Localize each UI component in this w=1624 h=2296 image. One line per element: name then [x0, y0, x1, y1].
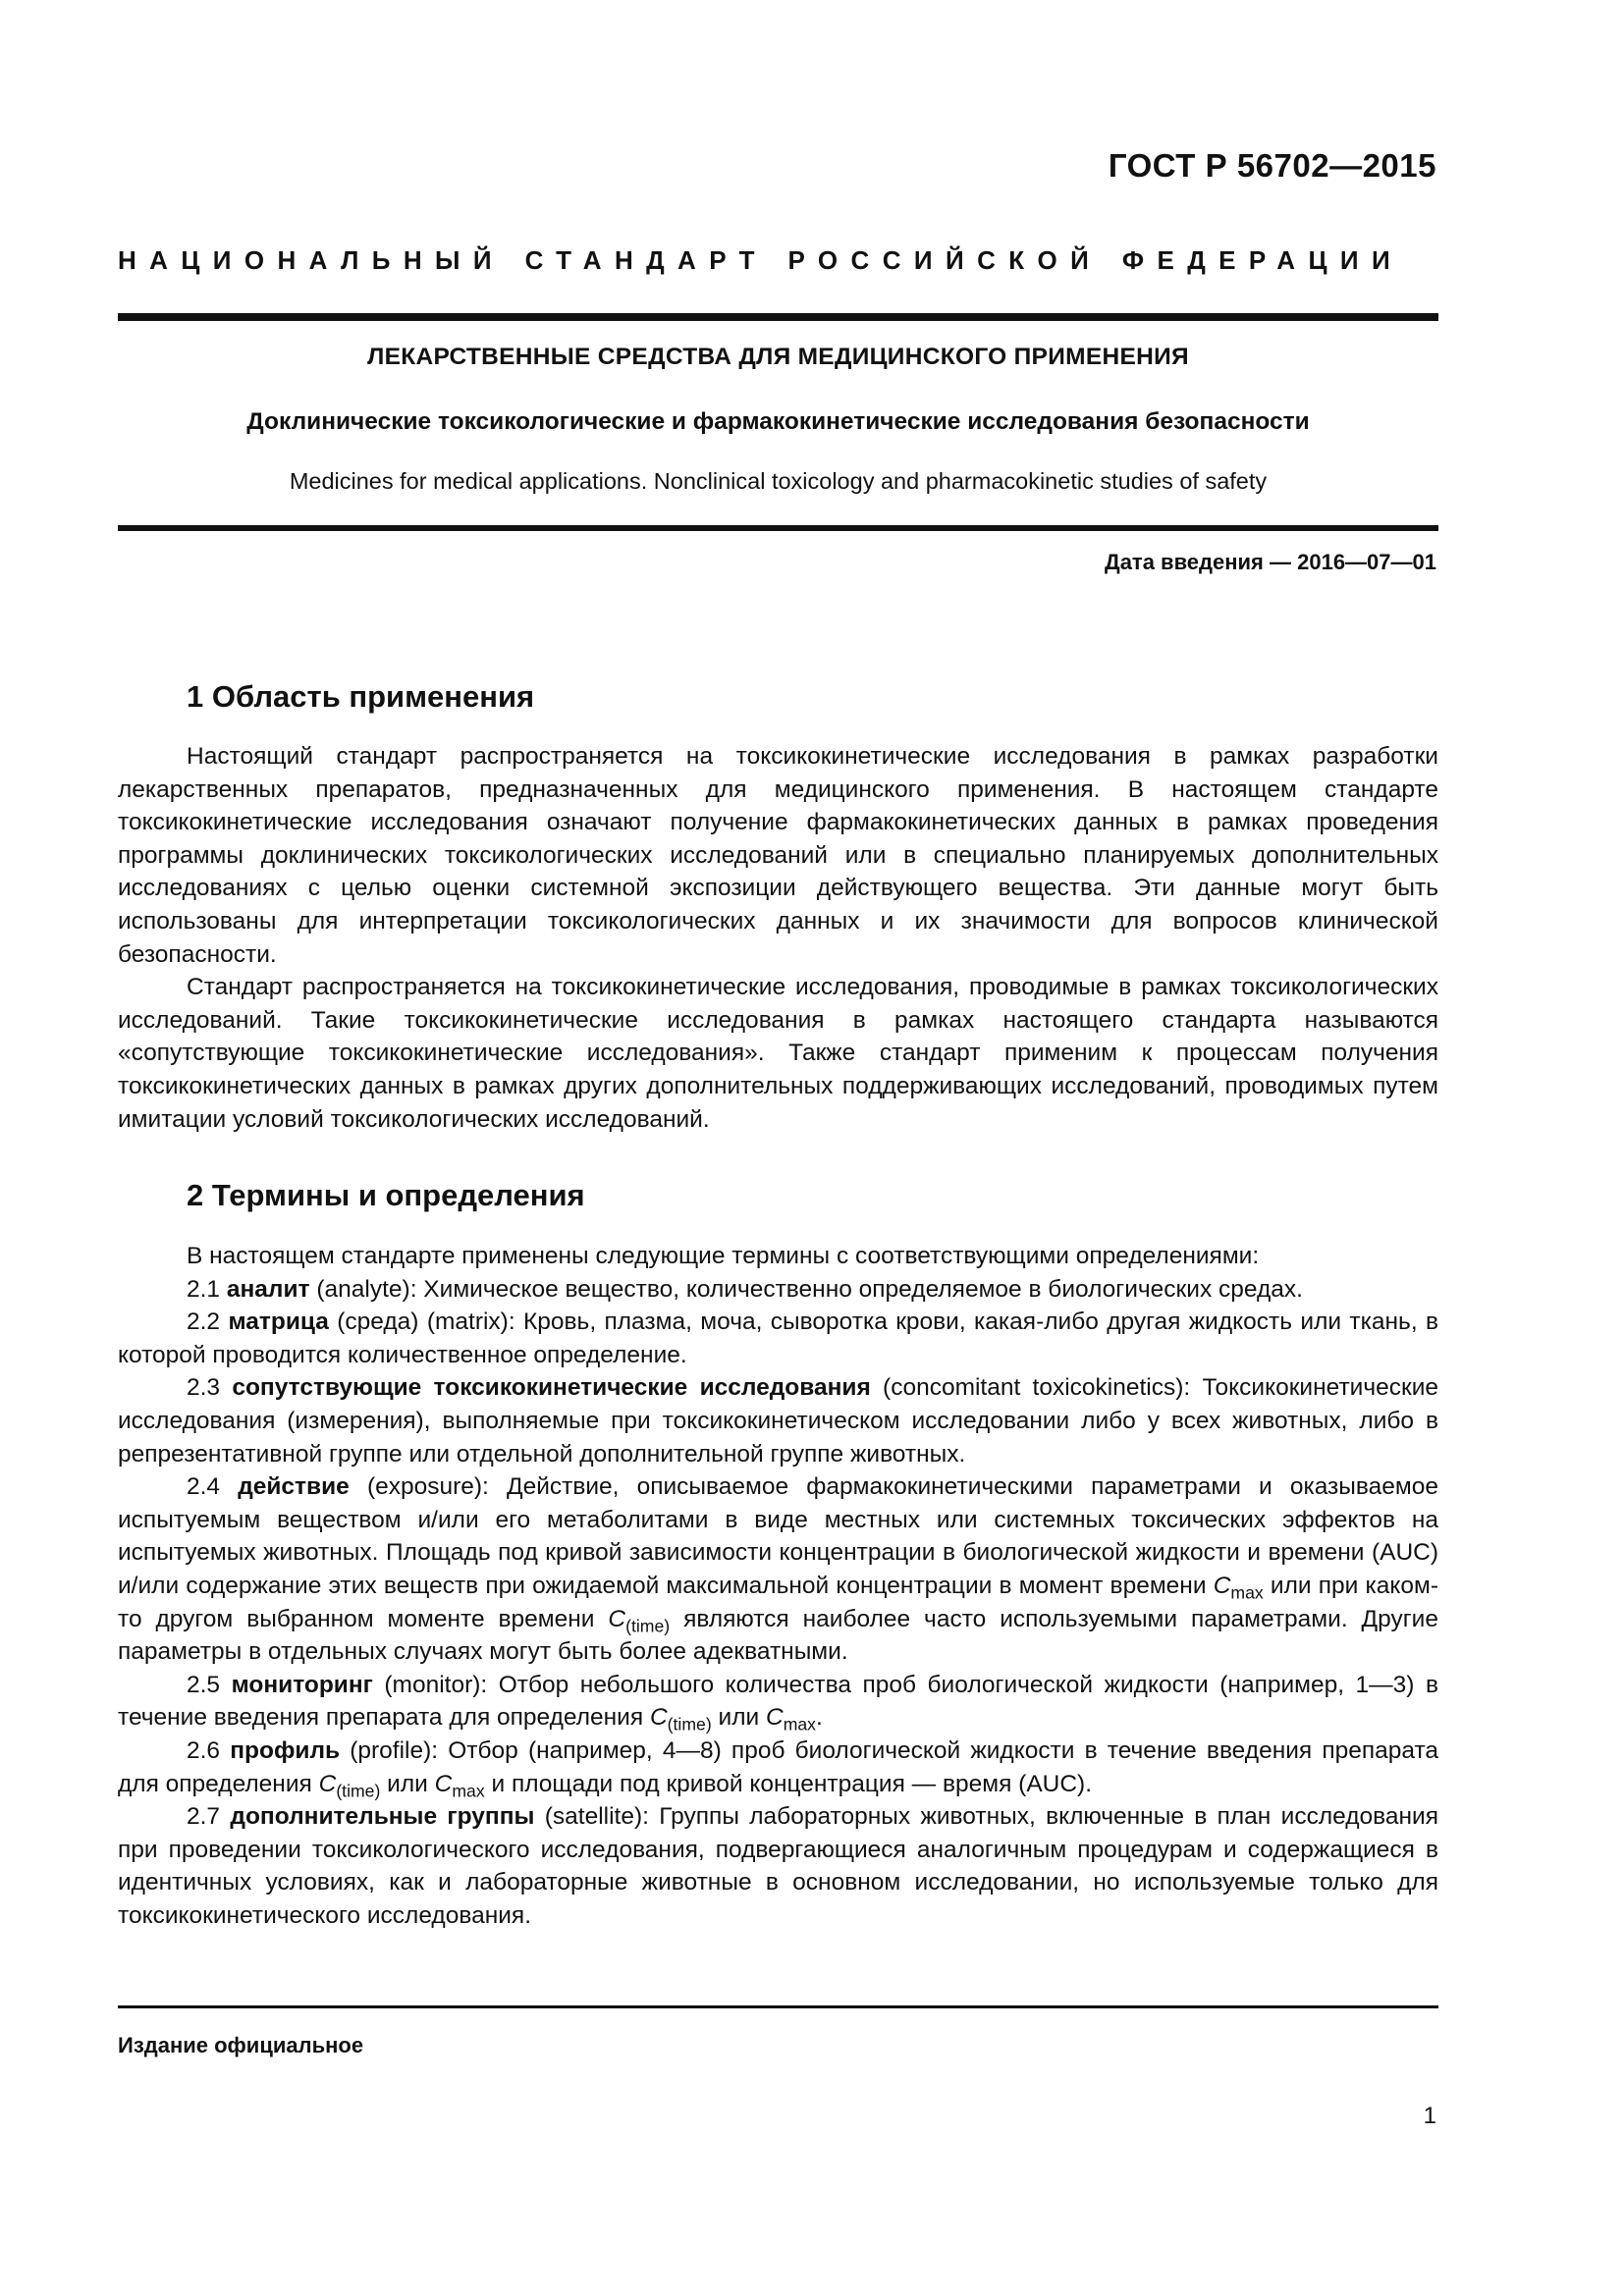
term-definition: 2.2 матрица (среда) (matrix): Кровь, плазма, моча, сыворотка крови, какая-либо другая жидкость или ткань, в которой проводится количественное определение. [118, 1308, 1439, 1368]
term: профиль [230, 1736, 341, 1764]
term: мониторинг [231, 1671, 373, 1698]
introduction-date: Дата введения — 2016—07—01 [1105, 550, 1436, 574]
document-subtitle: Доклинические токсикологические и фармакокинетические исследования безопасности [246, 408, 1310, 435]
term: аналит [226, 1275, 310, 1303]
term-definition: 2.4 действие (exposure): Действие, описываемое фармакокинетическими параметрами и оказываемое испытуемым веществом и/или его метаболитами в виде местных или системных токсических эффектов на испытуемых животных. Площадь под кривой зависимости концентрации в биологической жидкости и времени (AUC) и/или содержание этих веществ при ожидаемой максимальной концентрации в момент времени $C_{max}$ или при каком-то другом выбранном моменте времени $C_{(time)}$ являются наиболее часто используемыми параметрами. Другие параметры в отдельных случаях могут быть более адекватными. [118, 1473, 1438, 1666]
term-definition: 2.6 профиль (profile): Отбор (например, 4—8) проб биологической жидкости в течение введения препарата для определения $C_{(time)}$ или $C_{max}$ и площади под кривой концентрация — время (AUC). [118, 1736, 1439, 1800]
term-definition: 2.3 сопутствующие токсикокинетические исследования (concomitant toxicokinetics): Токсикокинетические исследования (измерения), выполняемые при токсикокинетическом исследовании либо у всех животных, либо в репрезентативной группе или отдельной дополнительной группе животных. [118, 1374, 1439, 1468]
term: дополнительные группы [230, 1803, 535, 1831]
term-definition: 2.7 дополнительные группы (satellite): Группы лабораторных животных, включенные в план исследования при проведении токсикологического исследования, подвергающиеся аналогичным процедурам и содержащиеся в идентичных условиях, как и лабораторные животные в основном исследовании, но используемые только для токсикокинетического исследования. [118, 1803, 1439, 1929]
section-1-body [118, 740, 1438, 1136]
section-2-body [118, 1240, 1438, 1932]
standard-code: ГОСТ Р 56702—2015 [1108, 147, 1436, 184]
term-definition: 2.1 аналит (analyte): Химическое вещество, количественно определяемое в биологических средах. [187, 1275, 1303, 1303]
term: действие [238, 1473, 350, 1501]
official-edition-label: Издание официальное [118, 2033, 364, 2057]
term-definition: 2.5 мониторинг (monitor): Отбор небольшого количества проб биологической жидкости (например, 1—3) в течение введения препарата для определения $C_{(time)}$ или $C_{max}$. [118, 1671, 1438, 1735]
header-rule [118, 313, 1438, 321]
term: сопутствующие токсикокинетические исследования [232, 1374, 871, 1402]
page-number: 1 [1423, 2103, 1436, 2129]
footer-rule [118, 2005, 1438, 2008]
document-english-title: Medicines for medical applications. Nonclinical toxicology and pharmacokinetic studies of safety [289, 468, 1268, 494]
term: матрица [228, 1308, 329, 1336]
section-1-heading: 1 Область применения [187, 679, 535, 714]
section-2-heading: 2 Термины и определения [187, 1178, 585, 1212]
paragraph: Стандарт распространяется на токсикокинетические исследования, проводимые в рамках токсикологических исследований. Такие токсикокинетические исследования в рамках настоящего стандарта называются «сопутствующие токсикокинетические исследования». Также стандарт применим к процессам получения токсикокинетических данных в рамках других дополнительных поддерживающих исследований, проводимых путем имитации условий токсикологических исследований. [118, 974, 1438, 1133]
national-standard-title: НАЦИОНАЛЬНЫЙ СТАНДАРТ РОССИЙСКОЙ ФЕДЕРАЦИИ [118, 245, 1404, 275]
document-title: ЛЕКАРСТВЕННЫЕ СРЕДСТВА ДЛЯ МЕДИЦИНСКОГО ПРИМЕНЕНИЯ [367, 344, 1189, 370]
title-rule [118, 525, 1438, 531]
paragraph: Настоящий стандарт распространяется на токсикокинетические исследования в рамках разработки лекарственных препаратов, предназначенных для медицинского применения. В настоящем стандарте токсикокинетические исследования означают получение фармакокинетических данных в рамках проведения программы доклинических токсикологических исследований или в специально планируемых дополнительных исследованиях с целью оценки системной экспозиции действующего вещества. Эти данные могут быть использованы для интерпретации токсикологических данных и их значимости для вопросов клинической безопасности. [118, 743, 1438, 968]
paragraph: В настоящем стандарте применены следующие термины с соответствующими определениями: [187, 1243, 1260, 1269]
